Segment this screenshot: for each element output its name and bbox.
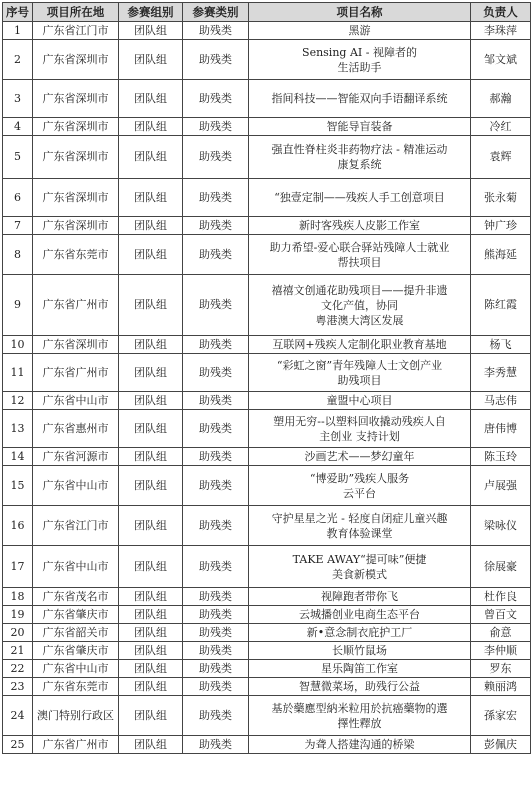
cell-group: 团队组 (119, 410, 183, 448)
project-name-line: 云城播创业电商生态平台 (299, 608, 420, 621)
cell-category: 助残类 (183, 588, 249, 606)
cell-project-name (249, 546, 471, 588)
table-row (3, 22, 531, 40)
table-row (3, 506, 531, 546)
cell-location: 广东省茂名市 (33, 588, 119, 606)
cell-leader: 彭佩庆 (471, 736, 531, 754)
header-location: 项目所在地 (33, 3, 119, 22)
table-row (3, 624, 531, 642)
cell-group: 团队组 (119, 696, 183, 736)
project-name-line: 助力希望-爱心联合驿站残障人士就业 (269, 240, 450, 254)
cell-location: 广东省江门市 (33, 22, 119, 40)
cell-location: 广东省深圳市 (33, 80, 119, 118)
cell-no: 3 (3, 80, 33, 118)
cell-project-name (249, 660, 471, 678)
project-name-line: 擇性釋放 (337, 716, 382, 730)
cell-leader: 马志伟 (471, 392, 531, 410)
cell-group: 团队组 (119, 660, 183, 678)
project-name-line: 教育体验课堂 (326, 526, 393, 540)
cell-project-name (249, 466, 471, 506)
cell-category: 助残类 (183, 410, 249, 448)
project-name-line: 助残项目 (337, 373, 382, 387)
cell-category: 助残类 (183, 392, 249, 410)
cell-category: 助残类 (183, 448, 249, 466)
cell-project-name (249, 275, 471, 336)
cell-no: 23 (3, 678, 33, 696)
cell-project-name (249, 736, 471, 754)
table-row (3, 410, 531, 448)
cell-leader: 张永菊 (471, 179, 531, 217)
cell-location: 澳门特别行政区 (33, 696, 119, 736)
cell-leader: 杜作良 (471, 588, 531, 606)
cell-project-name (249, 696, 471, 736)
cell-no: 21 (3, 642, 33, 660)
cell-category: 助残类 (183, 624, 249, 642)
cell-location: 广东省中山市 (33, 660, 119, 678)
cell-category: 助残类 (183, 642, 249, 660)
cell-group: 团队组 (119, 40, 183, 80)
cell-group: 团队组 (119, 678, 183, 696)
cell-group: 团队组 (119, 275, 183, 336)
cell-group: 团队组 (119, 588, 183, 606)
project-name-line: “彩虹之窗”青年残障人士文创产业 (276, 358, 443, 372)
cell-leader: 袁辉 (471, 136, 531, 179)
cell-group: 团队组 (119, 118, 183, 136)
cell-group: 团队组 (119, 179, 183, 217)
cell-project-name (249, 588, 471, 606)
cell-no: 4 (3, 118, 33, 136)
cell-no: 12 (3, 392, 33, 410)
cell-project-name (249, 642, 471, 660)
cell-category: 助残类 (183, 696, 249, 736)
cell-leader: 杨飞 (471, 336, 531, 354)
cell-no: 20 (3, 624, 33, 642)
table-row (3, 118, 531, 136)
cell-no: 15 (3, 466, 33, 506)
table-row (3, 179, 531, 217)
cell-leader: 梁咏仪 (471, 506, 531, 546)
project-name-line: 塑用无穷--以塑料回收撬动残疾人自 (273, 414, 446, 428)
cell-leader: 李珠萍 (471, 22, 531, 40)
table-row (3, 354, 531, 392)
cell-location: 广东省惠州市 (33, 410, 119, 448)
project-name-line: 主创业 支持计划 (319, 429, 400, 443)
cell-group: 团队组 (119, 136, 183, 179)
project-name-line: 视障跑者带你飞 (321, 590, 398, 603)
project-name-line: 康复系统 (337, 158, 382, 171)
project-name-line: 新时客残疾人皮影工作室 (299, 219, 420, 232)
cell-project-name (249, 217, 471, 235)
cell-leader: 熊海延 (471, 235, 531, 275)
cell-leader: 陈红霞 (471, 275, 531, 336)
project-name-line: 黑游 (348, 24, 371, 37)
cell-project-name (249, 22, 471, 40)
cell-category: 助残类 (183, 22, 249, 40)
cell-group: 团队组 (119, 336, 183, 354)
cell-leader: 李秀慧 (471, 354, 531, 392)
table-row (3, 275, 531, 336)
header-category: 参赛类别 (183, 3, 249, 22)
table-row (3, 678, 531, 696)
table-row (3, 40, 531, 80)
table-row (3, 546, 531, 588)
cell-project-name (249, 80, 471, 118)
cell-leader: 李仲顺 (471, 642, 531, 660)
header-leader: 负责人 (471, 3, 531, 22)
header-project-name: 项目名称 (249, 3, 471, 22)
project-name-line: 童盟中心项目 (326, 394, 393, 407)
project-name-line: 互联网+残疾人定制化职业教育基地 (272, 338, 447, 351)
cell-no: 2 (3, 40, 33, 80)
cell-leader: 罗东 (471, 660, 531, 678)
cell-no: 5 (3, 136, 33, 179)
project-name-line: 守护星星之光 - 轻度自闭症儿童兴趣 (271, 511, 448, 525)
cell-group: 团队组 (119, 606, 183, 624)
table-row (3, 696, 531, 736)
cell-no: 18 (3, 588, 33, 606)
table-body (3, 22, 531, 754)
cell-leader: 赖丽鸿 (471, 678, 531, 696)
cell-leader: 曾百文 (471, 606, 531, 624)
project-name-line: 强直性脊柱炎非药物疗法 - 精准运动 (271, 143, 448, 156)
project-name-line: 云平台 (343, 486, 376, 500)
cell-project-name (249, 606, 471, 624)
project-name-line: Sensing AI - 视障者的 (302, 45, 417, 59)
table-row (3, 80, 531, 118)
cell-group: 团队组 (119, 624, 183, 642)
cell-location: 广东省广州市 (33, 736, 119, 754)
table-row (3, 736, 531, 754)
cell-project-name (249, 336, 471, 354)
cell-location: 广东省河源市 (33, 448, 119, 466)
cell-no: 22 (3, 660, 33, 678)
cell-no: 7 (3, 217, 33, 235)
cell-project-name (249, 410, 471, 448)
cell-no: 10 (3, 336, 33, 354)
table-row (3, 660, 531, 678)
cell-project-name (249, 136, 471, 179)
cell-group: 团队组 (119, 354, 183, 392)
project-table (2, 2, 531, 754)
cell-leader: 钟广珍 (471, 217, 531, 235)
cell-location: 广东省深圳市 (33, 217, 119, 235)
cell-group: 团队组 (119, 642, 183, 660)
cell-category: 助残类 (183, 80, 249, 118)
cell-no: 6 (3, 179, 33, 217)
cell-no: 8 (3, 235, 33, 275)
cell-category: 助残类 (183, 136, 249, 179)
cell-category: 助残类 (183, 217, 249, 235)
cell-group: 团队组 (119, 448, 183, 466)
table-row (3, 466, 531, 506)
cell-location: 广东省东莞市 (33, 235, 119, 275)
cell-category: 助残类 (183, 466, 249, 506)
cell-leader: 冷红 (471, 118, 531, 136)
cell-leader: 邹文斌 (471, 40, 531, 80)
cell-location: 广东省深圳市 (33, 40, 119, 80)
project-name-line: 禧禧文创通花助残项目——提升非遗 (271, 283, 448, 297)
cell-group: 团队组 (119, 22, 183, 40)
cell-category: 助残类 (183, 354, 249, 392)
cell-category: 助残类 (183, 40, 249, 80)
cell-project-name (249, 506, 471, 546)
cell-category: 助残类 (183, 336, 249, 354)
cell-location: 广东省深圳市 (33, 179, 119, 217)
cell-project-name (249, 118, 471, 136)
cell-leader: 卢展强 (471, 466, 531, 506)
cell-no: 1 (3, 22, 33, 40)
cell-leader: 孫家宏 (471, 696, 531, 736)
project-name-line: 星乐陶笛工作室 (321, 662, 398, 675)
project-name-line: 为聋人搭建沟通的桥梁 (304, 738, 415, 751)
cell-location: 广东省广州市 (33, 275, 119, 336)
cell-leader: 俞意 (471, 624, 531, 642)
project-name-line: 帮扶项目 (337, 255, 382, 269)
cell-category: 助残类 (183, 678, 249, 696)
project-name-line: 新•意念制衣庇护工厂 (306, 626, 413, 639)
cell-project-name (249, 179, 471, 217)
cell-leader: 唐伟博 (471, 410, 531, 448)
cell-group: 团队组 (119, 736, 183, 754)
cell-category: 助残类 (183, 546, 249, 588)
cell-location: 广东省广州市 (33, 354, 119, 392)
project-name-line: 智慧微菜场，助残行公益 (299, 680, 420, 693)
cell-category: 助残类 (183, 179, 249, 217)
project-name-line: 生活助手 (337, 60, 382, 74)
cell-category: 助残类 (183, 235, 249, 275)
header-no: 序号 (3, 3, 33, 22)
table-row (3, 217, 531, 235)
table-row (3, 136, 531, 179)
cell-leader: 陈玉玲 (471, 448, 531, 466)
project-name-line: 粤港澳大湾区发展 (315, 313, 404, 327)
cell-no: 19 (3, 606, 33, 624)
cell-group: 团队组 (119, 80, 183, 118)
cell-group: 团队组 (119, 506, 183, 546)
cell-category: 助残类 (183, 275, 249, 336)
cell-project-name (249, 448, 471, 466)
cell-leader: 郝瀚 (471, 80, 531, 118)
cell-group: 团队组 (119, 546, 183, 588)
cell-category: 助残类 (183, 660, 249, 678)
project-name-line: 沙画艺术——梦幻童年 (304, 450, 415, 463)
cell-category: 助残类 (183, 736, 249, 754)
cell-category: 助残类 (183, 506, 249, 546)
cell-location: 广东省中山市 (33, 546, 119, 588)
project-name-line: 文化产值，协同 (321, 298, 398, 312)
cell-location: 广东省肇庆市 (33, 606, 119, 624)
table-row (3, 588, 531, 606)
cell-project-name (249, 354, 471, 392)
cell-location: 广东省深圳市 (33, 118, 119, 136)
project-name-line: 智能导盲装备 (326, 120, 393, 133)
cell-location: 广东省东莞市 (33, 678, 119, 696)
cell-no: 24 (3, 696, 33, 736)
cell-no: 11 (3, 354, 33, 392)
cell-location: 广东省深圳市 (33, 336, 119, 354)
project-name-line: 指间科技——智能双向手语翻译系统 (271, 92, 448, 105)
project-name-line: TAKE AWAY“提可味”便捷 (292, 552, 427, 566)
table-row (3, 606, 531, 624)
cell-no: 9 (3, 275, 33, 336)
cell-no: 25 (3, 736, 33, 754)
cell-group: 团队组 (119, 466, 183, 506)
project-name-line: “博爱助”残疾人服务 (309, 471, 410, 485)
cell-category: 助残类 (183, 606, 249, 624)
table-row (3, 448, 531, 466)
cell-no: 16 (3, 506, 33, 546)
header-group: 参赛组别 (119, 3, 183, 22)
cell-project-name (249, 624, 471, 642)
cell-project-name (249, 678, 471, 696)
cell-location: 广东省韶关市 (33, 624, 119, 642)
table-row (3, 235, 531, 275)
table-header-row (3, 3, 531, 22)
cell-location: 广东省江门市 (33, 506, 119, 546)
cell-location: 广东省深圳市 (33, 136, 119, 179)
project-name-line: 美食新模式 (332, 567, 387, 581)
table-row (3, 336, 531, 354)
project-name-line: “独壹定制——残疾人手工创意项目 (274, 191, 445, 204)
table-row (3, 642, 531, 660)
cell-no: 14 (3, 448, 33, 466)
table-row (3, 392, 531, 410)
cell-group: 团队组 (119, 217, 183, 235)
cell-project-name (249, 40, 471, 80)
cell-location: 广东省中山市 (33, 466, 119, 506)
cell-category: 助残类 (183, 118, 249, 136)
cell-location: 广东省中山市 (33, 392, 119, 410)
project-name-line: 长顺竹鼠场 (332, 644, 387, 657)
cell-group: 团队组 (119, 392, 183, 410)
cell-group: 团队组 (119, 235, 183, 275)
cell-project-name (249, 235, 471, 275)
cell-no: 13 (3, 410, 33, 448)
cell-no: 17 (3, 546, 33, 588)
project-name-line: 基於藥應型納米粒用於抗癌藥物的選 (271, 701, 448, 715)
cell-location: 广东省肇庆市 (33, 642, 119, 660)
cell-project-name (249, 392, 471, 410)
cell-leader: 徐展豪 (471, 546, 531, 588)
